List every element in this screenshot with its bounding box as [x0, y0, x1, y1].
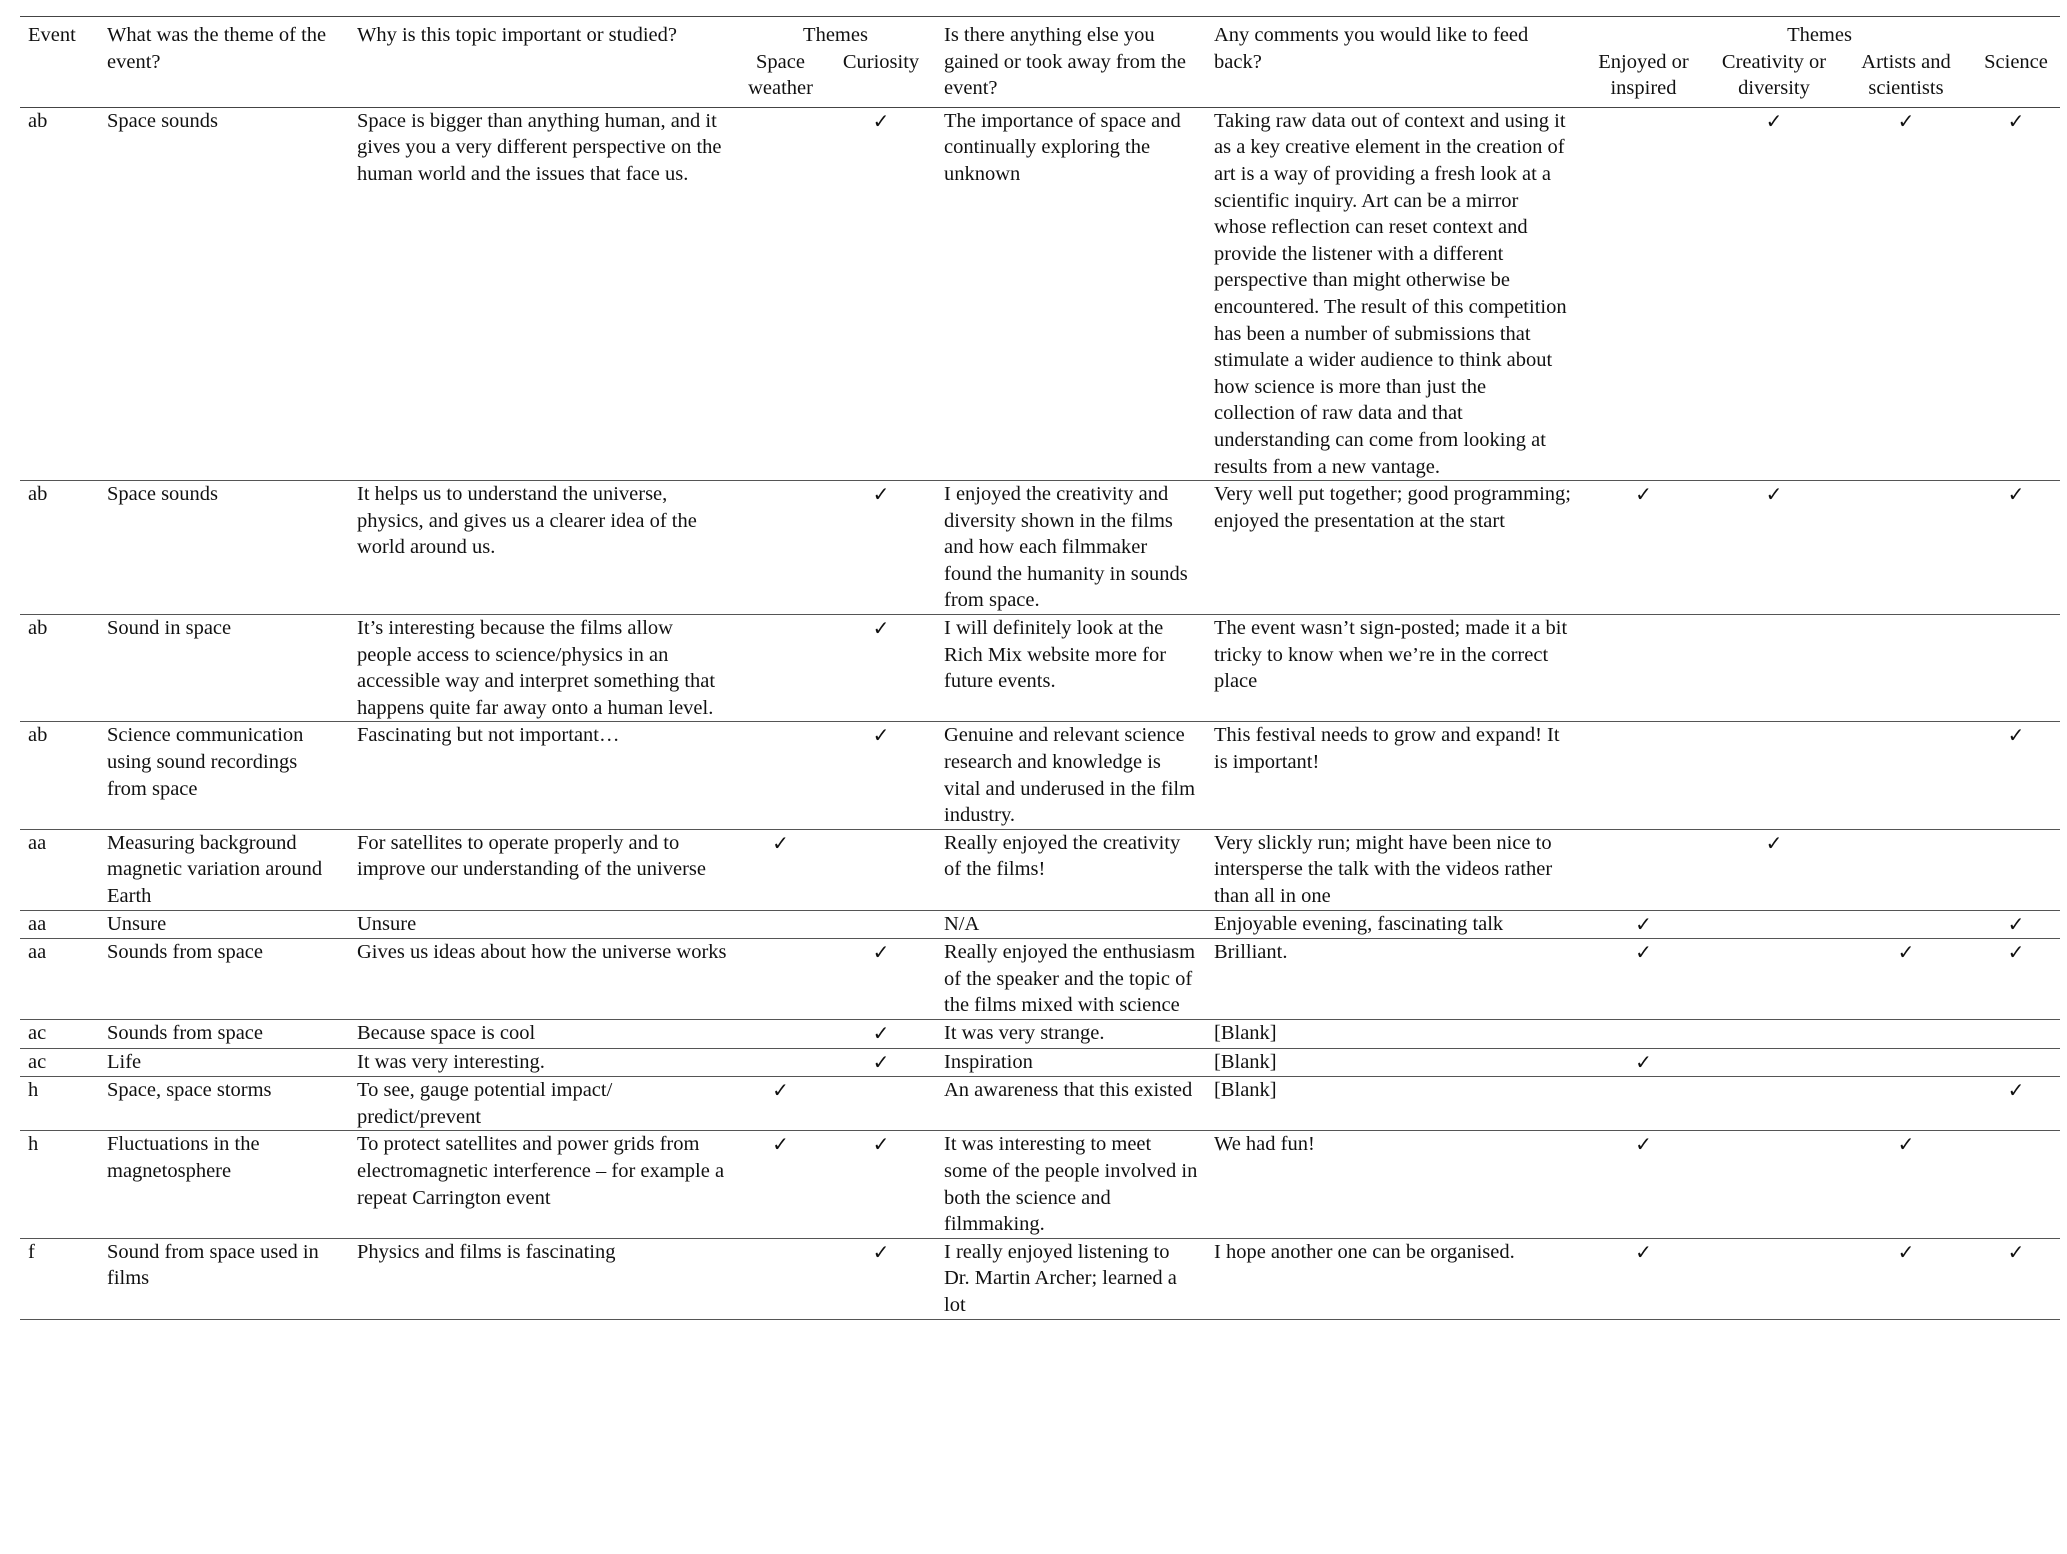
cell-event: ab: [28, 483, 48, 506]
cell-enjoyed: [1579, 481, 1708, 615]
header-artists: Artists and scientists: [1861, 50, 1951, 100]
cell-curiosity: [826, 481, 936, 615]
cell-space-weather: [735, 107, 826, 480]
cell-science: [1972, 615, 2060, 722]
cell-enjoyed: [1579, 722, 1708, 829]
cell-science: [1972, 722, 2060, 829]
checkmark-icon: ✓: [1765, 830, 1783, 855]
cell-science: [1972, 481, 2060, 615]
cell-why: It was very interesting.: [357, 1050, 545, 1073]
checkmark-icon: ✓: [872, 1020, 890, 1045]
cell-curiosity: [826, 1238, 936, 1319]
cell-gained: An awareness that this existed: [944, 1079, 1193, 1102]
cell-event: aa: [28, 941, 47, 964]
cell-comments: I hope another one can be organised.: [1214, 1240, 1515, 1263]
table-row: [20, 481, 2060, 615]
cell-enjoyed: [1579, 1238, 1708, 1319]
cell-theme: Life: [107, 1050, 142, 1073]
cell-comments: The event wasn’t sign-posted; made it a bit tricky to know when we’re in the correct place: [1214, 617, 1568, 693]
cell-gained: I enjoyed the creativity and diversity shown in the films and how each filmmaker found the humanity in sounds from space.: [944, 483, 1188, 612]
cell-curiosity: [826, 1131, 936, 1238]
cell-artists: [1840, 829, 1972, 910]
cell-space-weather: [735, 615, 826, 722]
checkmark-icon: ✓: [1635, 911, 1652, 936]
table-row: [20, 615, 2060, 722]
table-header: [20, 17, 2060, 108]
cell-event: ab: [28, 617, 48, 640]
checkmark-icon: ✓: [1635, 1132, 1652, 1157]
checkmark-icon: ✓: [772, 1078, 789, 1103]
cell-event: aa: [28, 912, 47, 935]
cell-artists: [1840, 1238, 1972, 1319]
cell-why: For satellites to operate properly and to improve our understanding of the universe: [357, 831, 706, 881]
table-row: [20, 1131, 2060, 1238]
cell-space-weather: [735, 722, 826, 829]
checkmark-icon: ✓: [772, 830, 789, 855]
cell-artists: [1840, 1019, 1972, 1048]
cell-creativity: [1708, 1077, 1840, 1131]
cell-creativity: [1708, 107, 1840, 480]
cell-curiosity: [826, 1048, 936, 1077]
header-curiosity: Curiosity: [842, 50, 920, 73]
cell-enjoyed: [1579, 1048, 1708, 1077]
cell-creativity: [1708, 1048, 1840, 1077]
cell-creativity: [1708, 939, 1840, 1020]
checkmark-icon: ✓: [1897, 108, 1915, 133]
table-row: [20, 1238, 2060, 1319]
checkmark-icon: ✓: [1635, 482, 1652, 507]
cell-enjoyed: [1579, 939, 1708, 1020]
cell-why: Gives us ideas about how the universe works: [357, 941, 727, 964]
table-row: [20, 107, 2060, 480]
cell-theme: Measuring background magnetic variation around Earth: [107, 831, 323, 907]
cell-science: [1972, 1131, 2060, 1238]
checkmark-icon: ✓: [2007, 108, 2025, 133]
cell-curiosity: [826, 1077, 936, 1131]
cell-gained: N/A: [944, 912, 980, 935]
cell-enjoyed: [1579, 829, 1708, 910]
cell-science: [1972, 939, 2060, 1020]
cell-theme: Space sounds: [107, 109, 219, 132]
cell-event: f: [28, 1240, 35, 1263]
header-enjoyed: Enjoyed or inspired: [1598, 50, 1689, 100]
cell-artists: [1840, 107, 1972, 480]
cell-science: [1972, 1077, 2060, 1131]
cell-comments: This festival needs to grow and expand! It is important!: [1214, 724, 1560, 774]
header-science: Science: [1984, 50, 2048, 73]
checkmark-icon: ✓: [1765, 482, 1783, 507]
cell-gained: The importance of space and continually exploring the unknown: [944, 109, 1181, 185]
cell-enjoyed: [1579, 107, 1708, 480]
cell-creativity: [1708, 910, 1840, 939]
cell-artists: [1840, 481, 1972, 615]
checkmark-icon: ✓: [872, 1132, 890, 1157]
cell-why: To see, gauge potential impact/ predict/prevent: [357, 1079, 613, 1128]
cell-gained: It was interesting to meet some of the people involved in both the science and filmmaking.: [944, 1133, 1198, 1236]
cell-enjoyed: [1579, 615, 1708, 722]
cell-event: aa: [28, 831, 47, 854]
cell-why: It helps us to understand the universe, physics, and gives us a clearer idea of the world around us.: [357, 483, 697, 559]
cell-artists: [1840, 722, 1972, 829]
checkmark-icon: ✓: [2007, 482, 2025, 507]
cell-comments: Brilliant.: [1214, 941, 1288, 964]
cell-event: h: [28, 1133, 39, 1156]
cell-artists: [1840, 1131, 1972, 1238]
cell-space-weather: [735, 1019, 826, 1048]
header-themes-group-2: Themes: [1787, 24, 1852, 46]
cell-gained: I really enjoyed listening to Dr. Martin Archer; learned a lot: [944, 1240, 1177, 1316]
cell-artists: [1840, 910, 1972, 939]
checkmark-icon: ✓: [2007, 1239, 2025, 1264]
cell-gained: Genuine and relevant science research and knowledge is vital and underused in the film industry.: [944, 724, 1196, 827]
cell-gained: I will definitely look at the Rich Mix website more for future events.: [944, 617, 1167, 693]
cell-space-weather: [735, 829, 826, 910]
cell-comments: Very well put together; good programming; enjoyed the presentation at the start: [1214, 483, 1571, 532]
checkmark-icon: ✓: [772, 1132, 789, 1157]
header-why: Why is this topic important or studied?: [357, 24, 677, 46]
header-space-weather: Space weather: [748, 50, 813, 100]
cell-curiosity: [826, 615, 936, 722]
cell-why: Unsure: [357, 912, 417, 935]
cell-creativity: [1708, 829, 1840, 910]
cell-why: Fascinating but not important…: [357, 724, 620, 747]
checkmark-icon: ✓: [872, 1239, 890, 1264]
cell-artists: [1840, 1048, 1972, 1077]
cell-enjoyed: [1579, 1077, 1708, 1131]
cell-why: To protect satellites and power grids from electromagnetic interference – for example a repeat Carrington event: [357, 1133, 725, 1209]
cell-space-weather: [735, 939, 826, 1020]
cell-curiosity: [826, 1019, 936, 1048]
cell-why: Physics and films is fascinating: [357, 1240, 616, 1263]
cell-theme: Sounds from space: [107, 1021, 264, 1044]
checkmark-icon: ✓: [872, 482, 890, 507]
cell-event: ac: [28, 1021, 47, 1044]
cell-comments: We had fun!: [1214, 1133, 1315, 1156]
cell-gained: It was very strange.: [944, 1021, 1105, 1044]
checkmark-icon: ✓: [872, 723, 890, 748]
cell-curiosity: [826, 829, 936, 910]
checkmark-icon: ✓: [1765, 108, 1783, 133]
cell-creativity: [1708, 1131, 1840, 1238]
checkmark-icon: ✓: [1897, 1132, 1915, 1157]
table-row: [20, 910, 2060, 939]
cell-creativity: [1708, 1019, 1840, 1048]
cell-why: Because space is cool: [357, 1021, 536, 1044]
cell-space-weather: [735, 910, 826, 939]
header-theme: What was the theme of the event?: [107, 24, 327, 73]
checkmark-icon: ✓: [872, 1049, 890, 1074]
cell-theme: Space, space storms: [107, 1079, 272, 1102]
header-creativity: Creativity or diversity: [1721, 50, 1827, 100]
cell-enjoyed: [1579, 910, 1708, 939]
checkmark-icon: ✓: [2007, 940, 2025, 965]
cell-creativity: [1708, 1238, 1840, 1319]
cell-science: [1972, 1238, 2060, 1319]
checkmark-icon: ✓: [2007, 911, 2025, 936]
cell-enjoyed: [1579, 1131, 1708, 1238]
cell-theme: Unsure: [107, 912, 167, 935]
cell-gained: Really enjoyed the creativity of the films!: [944, 831, 1181, 881]
table-row: [20, 829, 2060, 910]
cell-science: [1972, 829, 2060, 910]
checkmark-icon: ✓: [1635, 940, 1652, 965]
cell-event: ac: [28, 1050, 47, 1073]
cell-comments: [Blank]: [1214, 1021, 1277, 1044]
cell-comments: [Blank]: [1214, 1079, 1277, 1102]
checkmark-icon: ✓: [2007, 723, 2025, 748]
cell-why: Space is bigger than anything human, and it gives you a very different perspective on the human world and the issues that face us.: [357, 109, 722, 185]
table-body: [20, 107, 2060, 1319]
cell-artists: [1840, 615, 1972, 722]
cell-theme: Sound from space used in films: [107, 1240, 319, 1290]
cell-event: ab: [28, 109, 48, 132]
survey-responses-table: [20, 16, 2060, 1320]
cell-comments: Taking raw data out of context and using it as a key creative element in the creation of art is a way of providing a fresh look at a scientific inquiry. Art can be a mirror whose reflection can reset context and provide the listener with a different perspective than might otherwise be encountered. The result of this competition has been a number of submissions that stimulate a wider audience to think about how science is more than just the collection of raw data and that understanding can come from looking at results from a new vantage.: [1214, 109, 1567, 478]
cell-theme: Sounds from space: [107, 941, 264, 964]
header-themes-group-1: Themes: [803, 24, 868, 46]
cell-why: It’s interesting because the films allow people access to science/physics in an accessible way and interpret something that happens quite far away onto a human level.: [357, 617, 716, 719]
cell-gained: Really enjoyed the enthusiasm of the speaker and the topic of the films mixed with science: [944, 941, 1196, 1017]
cell-theme: Sound in space: [107, 617, 232, 640]
cell-curiosity: [826, 107, 936, 480]
cell-science: [1972, 107, 2060, 480]
cell-gained: Inspiration: [944, 1050, 1033, 1073]
cell-artists: [1840, 939, 1972, 1020]
header-event: Event: [28, 24, 76, 46]
checkmark-icon: ✓: [1897, 940, 1915, 965]
cell-science: [1972, 1048, 2060, 1077]
checkmark-icon: ✓: [1635, 1049, 1652, 1074]
cell-space-weather: [735, 1238, 826, 1319]
header-comments: Any comments you would like to feed back?: [1214, 24, 1529, 73]
cell-event: ab: [28, 724, 48, 747]
cell-comments: Very slickly run; might have been nice to intersperse the talk with the videos rather than all in one: [1214, 831, 1553, 907]
cell-science: [1972, 910, 2060, 939]
cell-science: [1972, 1019, 2060, 1048]
cell-comments: [Blank]: [1214, 1050, 1277, 1073]
checkmark-icon: ✓: [1897, 1239, 1915, 1264]
cell-space-weather: [735, 1077, 826, 1131]
checkmark-icon: ✓: [872, 108, 890, 133]
cell-theme: Science communication using sound recordings from space: [107, 724, 304, 800]
header-gained: Is there anything else you gained or took away from the event?: [944, 24, 1186, 100]
cell-curiosity: [826, 939, 936, 1020]
cell-creativity: [1708, 615, 1840, 722]
cell-space-weather: [735, 1048, 826, 1077]
table-row: [20, 1019, 2060, 1048]
cell-enjoyed: [1579, 1019, 1708, 1048]
cell-creativity: [1708, 481, 1840, 615]
header-row-top: [20, 17, 2060, 49]
checkmark-icon: ✓: [872, 616, 890, 641]
cell-theme: Space sounds: [107, 483, 219, 506]
cell-curiosity: [826, 722, 936, 829]
cell-space-weather: [735, 1131, 826, 1238]
cell-theme: Fluctuations in the magnetosphere: [107, 1133, 260, 1182]
table-row: [20, 1077, 2060, 1131]
checkmark-icon: ✓: [872, 940, 890, 965]
cell-space-weather: [735, 481, 826, 615]
checkmark-icon: ✓: [1635, 1239, 1652, 1264]
cell-artists: [1840, 1077, 1972, 1131]
table-row: [20, 1048, 2060, 1077]
table-row: [20, 939, 2060, 1020]
cell-comments: Enjoyable evening, fascinating talk: [1214, 912, 1504, 935]
cell-creativity: [1708, 722, 1840, 829]
table-row: [20, 722, 2060, 829]
checkmark-icon: ✓: [2007, 1078, 2025, 1103]
cell-event: h: [28, 1079, 39, 1102]
cell-curiosity: [826, 910, 936, 939]
